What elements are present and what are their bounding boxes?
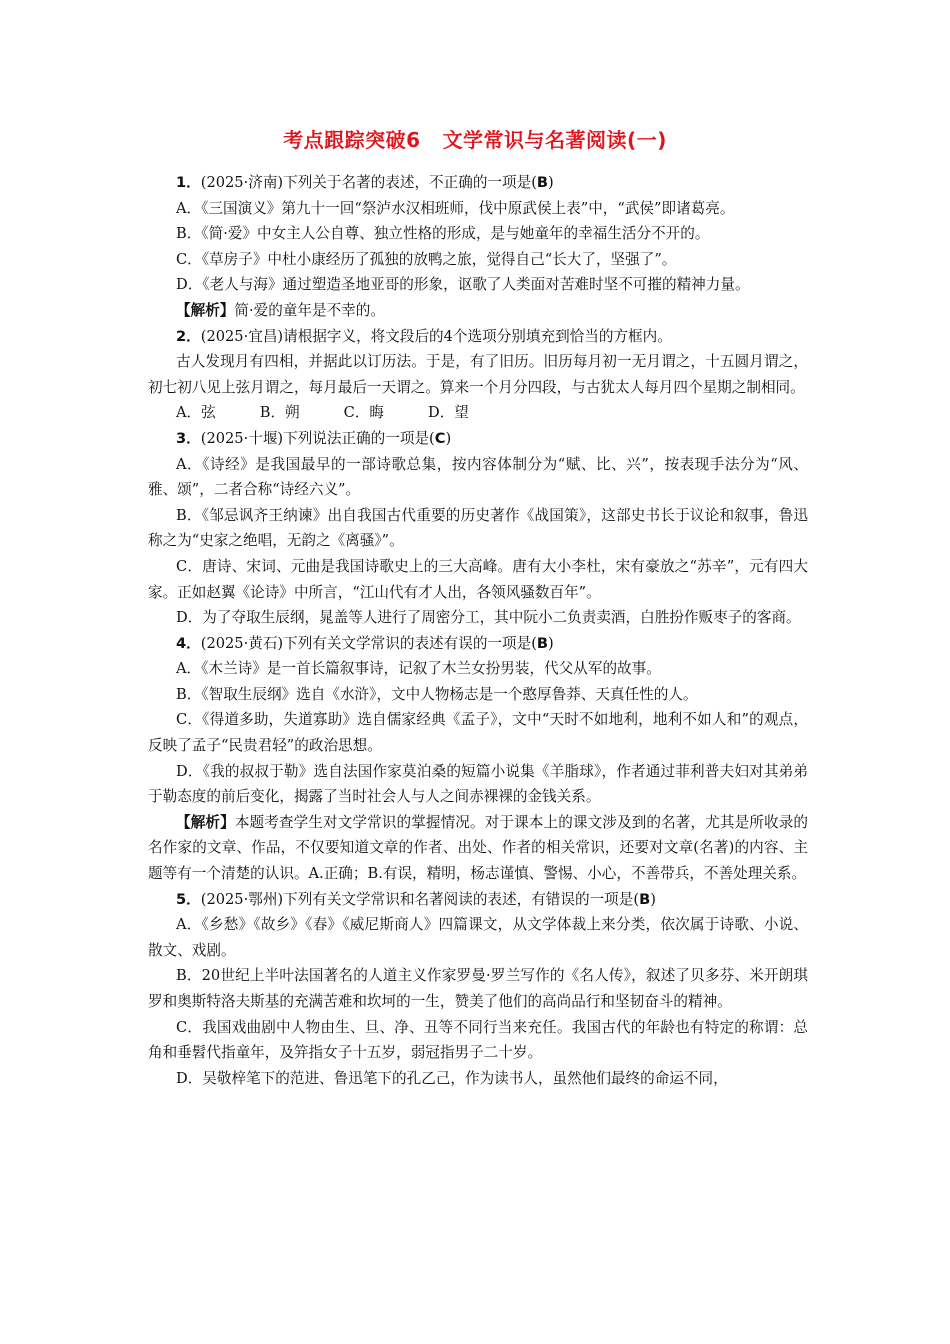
question-1-stem: 1．(2025·济南)下列关于名著的表述，不正确的一项是(B) bbox=[176, 174, 554, 191]
question-2-options bbox=[148, 400, 808, 426]
question-2-option-b: B．朔 bbox=[259, 404, 300, 422]
question-4-answer: B bbox=[536, 634, 549, 652]
question-1-answer: B bbox=[536, 174, 549, 191]
question-4-stem: 4．(2025·黄石)下列有关文学常识的表述有误的一项是(B) bbox=[176, 634, 554, 652]
question-4-option-d: D．《我的叔叔于勒》选自法国作家莫泊桑的短篇小说集《羊脂球》，作者通过菲利普夫妇对其弟弟于勒态度的前后变化，揭露了当时社会人与人之间赤裸裸的金钱关系。 bbox=[148, 762, 808, 806]
question-3-stem: 3．(2025·十堰)下列说法正确的一项是(C) bbox=[176, 429, 452, 447]
document-body bbox=[148, 170, 808, 1091]
question-2-option-c: C．晦 bbox=[343, 404, 385, 422]
question-4-analysis: 【解析】本题考查学生对文学常识的掌握情况。对于课本上的课文涉及到的名著，尤其是所收录的名作家的文章、作品，不仅要知道文章的作者、出处、作者的相关常识，还要对文章(名著)的内容、主题等有一个清楚的认识。A.正确；B.有误，精明，杨志谨慎、警惕、小心，不善带兵，不善处理关系。 bbox=[148, 813, 808, 883]
question-5-option-b: B．20世纪上半叶法国著名的人道主义作家罗曼·罗兰写作的《名人传》，叙述了贝多芬、米开朗琪罗和奥斯特洛夫斯基的充满苦难和坎坷的一生，赞美了他们的高尚品行和坚韧奋斗的精神。 bbox=[148, 967, 808, 1010]
question-1-option-d: D．《老人与海》通过塑造圣地亚哥的形象，讴歌了人类面对苦难时坚不可摧的精神力量。 bbox=[176, 276, 750, 294]
question-1-analysis: 【解析】简·爱的童年是不幸的。 bbox=[176, 301, 385, 319]
question-2-option-d: D．望 bbox=[428, 404, 469, 422]
question-1-option-a: A．《三国演义》第九十一回“祭泸水汉相班师，伐中原武侯上表”中，“武侯”即诸葛亮。 bbox=[176, 199, 735, 217]
question-3-answer: C bbox=[434, 429, 446, 447]
question-1-option-b: B．《简·爱》中女主人公自尊、独立性格的形成，是与她童年的幸福生活分不开的。 bbox=[176, 225, 710, 243]
question-3-option-d: D．为了夺取生辰纲，晁盖等人进行了周密分工，其中阮小二负责卖酒，白胜扮作贩枣子的客商。 bbox=[176, 609, 801, 627]
question-4-option-a: A．《木兰诗》是一首长篇叙事诗，记叙了木兰女扮男装，代父从军的故事。 bbox=[176, 660, 661, 678]
question-3-option-c: C．唐诗、宋词、元曲是我国诗歌史上的三大高峰。唐有大小李杜，宋有豪放之“苏辛”，元有四大家。正如赵翼《论诗》中所言，“江山代有才人出，各领风骚数百年”。 bbox=[148, 557, 808, 601]
question-2-option-a: A．弦 bbox=[176, 404, 216, 422]
question-5-stem: 5．(2025·鄂州)下列有关文学常识和名著阅读的表述，有错误的一项是(B) bbox=[176, 890, 656, 908]
question-5-option-a: A．《乡愁》《故乡》《春》《威尼斯商人》四篇课文，从文学体裁上来分类，依次属于诗歌、小说、散文、戏剧。 bbox=[148, 916, 808, 959]
question-2-passage: 古人发现月有四相，并据此以订历法。于是，有了旧历。旧历每月初一无月谓之，十五圆月谓之，初七初八见上弦月谓之，每月最后一天谓之。算来一个月分四段，与古犹太人每月四个星期之制相同。 bbox=[148, 353, 808, 396]
question-4-option-c: C．《得道多助，失道寡助》选自儒家经典《孟子》，文中“天时不如地利，地利不如人和”的观点，反映了孟子“民贵君轻”的政治思想。 bbox=[148, 711, 808, 755]
title-part2: 文学常识与名著阅读(一) bbox=[442, 128, 667, 152]
question-5-option-d: D．吴敬梓笔下的范进、鲁迅笔下的孔乙己，作为读书人，虽然他们最终的命运不同， bbox=[176, 1069, 728, 1087]
question-2-stem: 2．(2025·宜昌)请根据字义，将文段后的4个选项分别填充到恰当的方框内。 bbox=[176, 327, 672, 345]
question-5-answer: B bbox=[639, 890, 651, 908]
question-1-option-c: C．《草房子》中杜小康经历了孤独的放鸭之旅，觉得自己“长大了，坚强了”。 bbox=[176, 250, 677, 268]
question-3-option-b: B．《邹忌讽齐王纳谏》出自我国古代重要的历史著作《战国策》，这部史书长于议论和叙事，鲁迅称之为“史家之绝唱，无韵之《离骚》”。 bbox=[148, 506, 808, 550]
question-3-option-a: A．《诗经》是我国最早的一部诗歌总集，按内容体制分为“赋、比、兴”，按表现手法分为“风、雅、颂”，二者合称“诗经六义”。 bbox=[148, 455, 808, 499]
question-5-option-c: C．我国戏曲剧中人物由生、旦、净、丑等不同行当来充任。我国古代的年龄也有特定的称谓：总角和垂髫代指童年，及笄指女子十五岁，弱冠指男子二十岁。 bbox=[148, 1018, 808, 1062]
question-4-option-b: B．《智取生辰纲》选自《水浒》，文中人物杨志是一个憨厚鲁莽、天真任性的人。 bbox=[176, 685, 698, 703]
title-part1: 考点跟踪突破6 bbox=[283, 128, 421, 152]
page-title bbox=[0, 124, 950, 153]
